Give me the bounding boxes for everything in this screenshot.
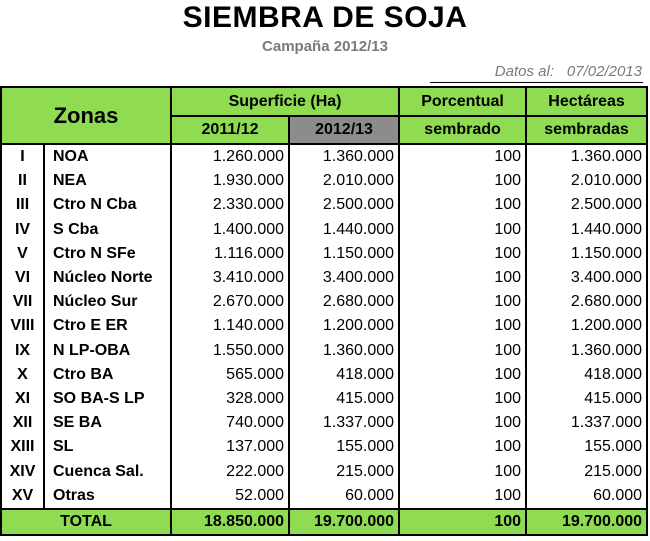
- zone-name: Núcleo Norte: [44, 266, 171, 290]
- zone-number: VII: [1, 290, 44, 314]
- surface-2012-13: 1.200.000: [289, 314, 399, 338]
- date-underline: [430, 82, 643, 83]
- zone-number: XII: [1, 411, 44, 435]
- percent-sown: 100: [399, 459, 526, 483]
- percent-sown: 100: [399, 144, 526, 169]
- percent-sown: 100: [399, 290, 526, 314]
- zone-name: SO BA-S LP: [44, 387, 171, 411]
- percent-sown: 100: [399, 363, 526, 387]
- percent-sown: 100: [399, 242, 526, 266]
- hectares-sown: 415.000: [526, 387, 647, 411]
- zone-name: NEA: [44, 169, 171, 193]
- zone-number: X: [1, 363, 44, 387]
- surface-2011-12: 1.140.000: [171, 314, 289, 338]
- zone-name: Ctro N Cba: [44, 193, 171, 217]
- percent-sown: 100: [399, 218, 526, 242]
- surface-2011-12: 740.000: [171, 411, 289, 435]
- surface-2011-12: 1.116.000: [171, 242, 289, 266]
- header-hectareas: Hectáreas: [526, 87, 647, 116]
- table-row: [1, 169, 647, 193]
- percent-sown: 100: [399, 193, 526, 217]
- table-row: [1, 193, 647, 217]
- surface-2012-13: 2.680.000: [289, 290, 399, 314]
- zone-name: Núcleo Sur: [44, 290, 171, 314]
- hectares-sown: 215.000: [526, 459, 647, 483]
- total-porcentual: 100: [399, 509, 526, 535]
- hectares-sown: 1.360.000: [526, 144, 647, 169]
- surface-2012-13: 1.360.000: [289, 144, 399, 169]
- percent-sown: 100: [399, 484, 526, 509]
- surface-2012-13: 2.500.000: [289, 193, 399, 217]
- zone-number: VIII: [1, 314, 44, 338]
- surface-2012-13: 60.000: [289, 484, 399, 509]
- header-porcentual: Porcentual: [399, 87, 526, 116]
- table-row: [1, 387, 647, 411]
- percent-sown: 100: [399, 411, 526, 435]
- surface-2012-13: 3.400.000: [289, 266, 399, 290]
- surface-2012-13: 1.337.000: [289, 411, 399, 435]
- header-zonas: Zonas: [1, 87, 171, 144]
- zone-name: SE BA: [44, 411, 171, 435]
- total-label: TOTAL: [1, 509, 171, 535]
- surface-2011-12: 565.000: [171, 363, 289, 387]
- percent-sown: 100: [399, 435, 526, 459]
- page-title: SIEMBRA DE SOJA: [182, 1, 468, 34]
- surface-2011-12: 2.330.000: [171, 193, 289, 217]
- percent-sown: 100: [399, 169, 526, 193]
- surface-2012-13: 155.000: [289, 435, 399, 459]
- hectares-sown: 1.337.000: [526, 411, 647, 435]
- zone-name: Ctro E ER: [44, 314, 171, 338]
- zone-name: Ctro BA: [44, 363, 171, 387]
- hectares-sown: 3.400.000: [526, 266, 647, 290]
- hectares-sown: 155.000: [526, 435, 647, 459]
- table-row: [1, 266, 647, 290]
- zone-number: V: [1, 242, 44, 266]
- zone-name: SL: [44, 435, 171, 459]
- hectares-sown: 2.010.000: [526, 169, 647, 193]
- zone-number: VI: [1, 266, 44, 290]
- surface-2011-12: 328.000: [171, 387, 289, 411]
- percent-sown: 100: [399, 387, 526, 411]
- hectares-sown: 1.200.000: [526, 314, 647, 338]
- table-row: [1, 484, 647, 509]
- header-sembrado: sembrado: [399, 116, 526, 144]
- hectares-sown: 1.150.000: [526, 242, 647, 266]
- surface-2012-13: 1.440.000: [289, 218, 399, 242]
- page-subtitle: Campaña 2012/13: [262, 38, 388, 55]
- table-body: [1, 144, 647, 509]
- table-row: [1, 218, 647, 242]
- percent-sown: 100: [399, 314, 526, 338]
- surface-2012-13: 215.000: [289, 459, 399, 483]
- surface-2012-13: 2.010.000: [289, 169, 399, 193]
- table-row: [1, 339, 647, 363]
- total-row: [1, 509, 647, 535]
- percent-sown: 100: [399, 266, 526, 290]
- percent-sown: 100: [399, 339, 526, 363]
- table-row: [1, 363, 647, 387]
- zone-name: Ctro N SFe: [44, 242, 171, 266]
- hectares-sown: 1.440.000: [526, 218, 647, 242]
- zone-name: Cuenca Sal.: [44, 459, 171, 483]
- table-row: [1, 459, 647, 483]
- surface-2011-12: 2.670.000: [171, 290, 289, 314]
- zone-number: XV: [1, 484, 44, 509]
- total-2011-12: 18.850.000: [171, 509, 289, 535]
- surface-2011-12: 1.930.000: [171, 169, 289, 193]
- surface-2011-12: 222.000: [171, 459, 289, 483]
- date-value: 07/02/2013: [566, 63, 642, 80]
- table-row: [1, 290, 647, 314]
- zone-number: I: [1, 144, 44, 169]
- zone-number: XIV: [1, 459, 44, 483]
- zone-number: III: [1, 193, 44, 217]
- date-label: Datos al:: [494, 63, 554, 80]
- header-year-2012-13: 2012/13: [289, 116, 399, 144]
- hectares-sown: 1.360.000: [526, 339, 647, 363]
- hectares-sown: 2.500.000: [526, 193, 647, 217]
- zone-number: IX: [1, 339, 44, 363]
- zone-name: N LP-OBA: [44, 339, 171, 363]
- table-row: [1, 435, 647, 459]
- total-2012-13: 19.700.000: [289, 509, 399, 535]
- table-row: [1, 242, 647, 266]
- zone-number: II: [1, 169, 44, 193]
- zone-number: XIII: [1, 435, 44, 459]
- total-hectareas: 19.700.000: [526, 509, 647, 535]
- hectares-sown: 418.000: [526, 363, 647, 387]
- surface-2011-12: 137.000: [171, 435, 289, 459]
- zone-name: Otras: [44, 484, 171, 509]
- hectares-sown: 2.680.000: [526, 290, 647, 314]
- surface-2011-12: 1.550.000: [171, 339, 289, 363]
- header-year-2011-12: 2011/12: [171, 116, 289, 144]
- surface-2012-13: 415.000: [289, 387, 399, 411]
- zone-name: S Cba: [44, 218, 171, 242]
- header-superficie: Superficie (Ha): [171, 87, 399, 116]
- hectares-sown: 60.000: [526, 484, 647, 509]
- zone-number: IV: [1, 218, 44, 242]
- table-row: [1, 411, 647, 435]
- surface-2011-12: 52.000: [171, 484, 289, 509]
- table-row: [1, 144, 647, 169]
- surface-2011-12: 1.400.000: [171, 218, 289, 242]
- table-row: [1, 314, 647, 338]
- soy-planting-table: [0, 86, 648, 536]
- zone-number: XI: [1, 387, 44, 411]
- surface-2011-12: 3.410.000: [171, 266, 289, 290]
- surface-2012-13: 1.150.000: [289, 242, 399, 266]
- header-sembradas: sembradas: [526, 116, 647, 144]
- surface-2012-13: 418.000: [289, 363, 399, 387]
- surface-2012-13: 1.360.000: [289, 339, 399, 363]
- surface-2011-12: 1.260.000: [171, 144, 289, 169]
- zone-name: NOA: [44, 144, 171, 169]
